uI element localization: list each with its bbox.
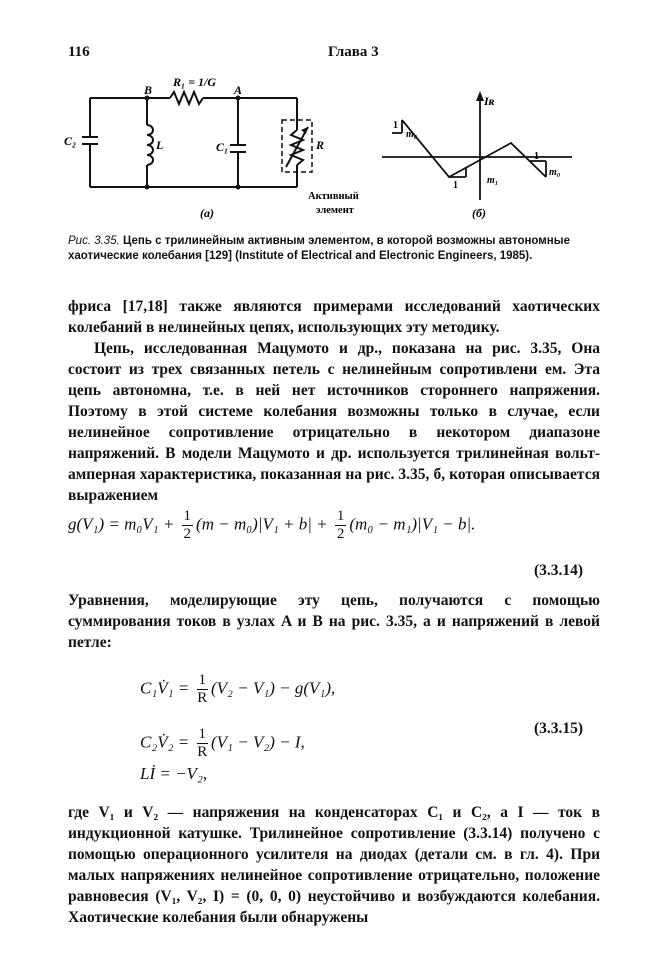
equation-3-3-15-line2: C₂V̇₂ = $\frac{1}{R}$ (V₁ − V₂) − I, — [140, 726, 305, 760]
slope1-m0: m₀ — [406, 129, 418, 140]
equation-3-3-15-line1: C₁V̇₁ = $\frac{1}{R}$ (V₂ − V₁) − g(V₁), — [140, 672, 336, 706]
figure-3-35 — [60, 75, 620, 235]
page-number: 116 — [68, 44, 90, 60]
equation-3-3-15-line3: Lİ = −V₂, — [140, 764, 208, 783]
circuit-and-characteristic-diagram — [60, 75, 620, 235]
active-element-label-2: элемент — [316, 205, 354, 216]
paragraph-1: фриса [17,18] также являются примерами исследований хаотических колебаний в нелинейных цепях, использующих эту методику. — [68, 298, 600, 336]
slope3-m0: m₀ — [549, 167, 561, 178]
paragraph-4: где V₁ и V₂ — напряжения на конденсаторах C₁ и C₂, а I — ток в индукционной катушке. Трилинейное сопротивление (3.3.14) получено с помощью операционного усилителя на диодах (детали см. в гл. 4). При малых напряжениях нелинейное сопротивление отрицательно, положение равновесия (V₁, V₂, I) = (0, 0, 0) неустойчиво и возбуждаются колебания. Хаотические колебания были обнаружены — [68, 804, 600, 926]
ir-axis-label: Iʀ — [484, 94, 495, 108]
eq1-lhs: g(V₁) = m₀V₁ + — [68, 514, 179, 534]
eq1-tail: (m₀ − m₁)|V₁ − b|. — [349, 514, 476, 534]
figure-caption — [68, 234, 596, 264]
equation-3-3-14 — [68, 508, 475, 543]
paragraph-3: Уравнения, моделирующие эту цепь, получаются с помощью суммирования токов в узлах A и B на рис. 3.35, a и напряжений в левой петле: — [68, 592, 600, 651]
l-label: L — [156, 138, 164, 152]
r-label: R — [316, 138, 325, 152]
equation-number-3-3-14: (3.3.14) — [534, 562, 584, 579]
equation-number-3-3-15: (3.3.15) — [534, 720, 584, 737]
eq1-mid: (m − m₀)|V₁ + b| + — [196, 514, 332, 534]
panel-a-label: (a) — [200, 206, 214, 220]
eq1-half-2: $\frac{1}{2}$ — [336, 508, 345, 542]
node-b-label: B — [144, 83, 153, 97]
caption-text: Цепь с трилинейным активным элементом, в которой возможны автономные хаотические колебания [129] (Institute of Electrical and Electronic Engineers, 1985). — [68, 235, 570, 262]
c1-label: C₁ — [216, 140, 229, 154]
paragraph-2: Цепь, исследованная Мацумото и др., показана на рис. 3.35, Она состоит из трех связанных петель с нелинейным сопротивлени ем. Эта цепь автономна, т.е. в ней нет источников стороннего напряжения. Поэтому в этой системе колебания возможны только в случае, если нелинейное сопротивление отрицательно в некотором диапазоне напряжений. В модели Мацумото и др. используется трилинейная вольт-амперная характеристика, показанная на рис. 3.35, б, которая описывается выражением — [68, 340, 600, 504]
panel-b-label: (б) — [472, 206, 486, 220]
node-a-label: A — [234, 83, 243, 97]
slope2-m1: m₁ — [487, 175, 499, 186]
r1-label: R₁ = 1/G — [173, 75, 217, 89]
c2-label: C₂ — [64, 134, 77, 148]
slope2-one: 1 — [453, 180, 458, 191]
chapter-title: Глава 3 — [328, 44, 379, 60]
caption-label: Рис. 3.35. — [68, 235, 120, 247]
active-element-label-1: Активный — [308, 191, 359, 202]
eq1-half-1: $\frac{1}{2}$ — [183, 508, 192, 542]
slope3-one: 1 — [534, 151, 539, 162]
slope1-one: 1 — [393, 120, 398, 131]
